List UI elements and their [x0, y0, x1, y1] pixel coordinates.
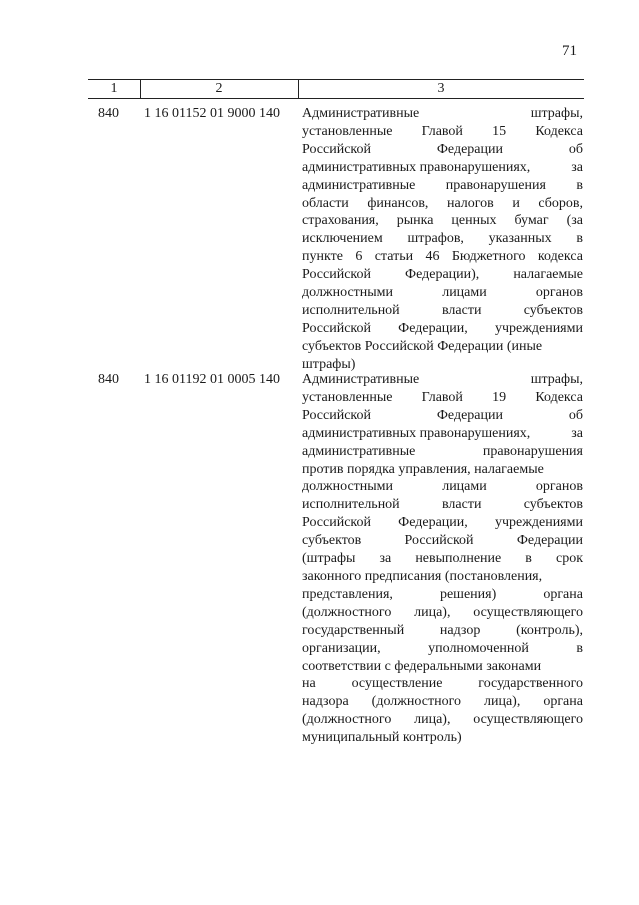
header-col-1: 1	[110, 81, 118, 96]
income-description	[302, 105, 583, 374]
description-line: административные правонарушения в	[302, 177, 583, 193]
description-line: (должностного лица), осуществляющего	[302, 604, 583, 620]
description-line: должностными лицами органов	[302, 285, 583, 301]
description-line: пункте 6 статьи 46 Бюджетного кодекса	[302, 249, 583, 265]
description-line: установленные Главой 19 Кодекса	[302, 389, 583, 405]
header-col-3: 3	[437, 81, 445, 96]
description-line: против порядка управления, налагаемые	[302, 461, 544, 477]
budget-classification-code: 1 16 01192 01 0005 140	[144, 372, 280, 387]
description-line: государственный надзор (контроль),	[302, 622, 583, 638]
description-line: Административные штрафы,	[302, 372, 583, 387]
description-line: Административные штрафы,	[302, 106, 583, 121]
description-line: административные правонарушения	[302, 443, 583, 459]
description-line: муниципальный контроль)	[302, 730, 462, 746]
description-line: субъектов Российской Федерации	[302, 533, 583, 549]
admin-code: 840	[98, 106, 119, 121]
description-line: Российской Федерации об	[302, 141, 583, 157]
description-line: Российской Федерации об	[302, 407, 583, 423]
description-line: организации, уполномоченной в	[302, 640, 583, 656]
description-line: представления, решения) органа	[302, 586, 583, 602]
income-description	[302, 371, 583, 747]
description-line: установленные Главой 15 Кодекса	[302, 123, 583, 139]
description-line: (должностного лица), осуществляющего	[302, 712, 583, 728]
header-col-2: 2	[215, 81, 223, 96]
admin-code: 840	[98, 372, 119, 387]
description-line: законного предписания (постановления,	[302, 568, 543, 584]
description-line: административных правонарушениях, за	[302, 425, 583, 441]
description-line: страхования, рынка ценных бумаг (за	[302, 213, 583, 229]
budget-classification-code: 1 16 01152 01 9000 140	[144, 106, 280, 121]
description-line: Российской Федерации, учреждениями	[302, 320, 583, 336]
description-line: должностными лицами органов	[302, 479, 583, 495]
description-line: соответствии с федеральными законами	[302, 658, 542, 674]
description-line: Российской Федерации), налагаемые	[302, 267, 583, 283]
table-header	[88, 79, 584, 99]
description-line: надзора (должностного лица), органа	[302, 694, 583, 710]
description-line: Российской Федерации, учреждениями	[302, 515, 583, 531]
page-number: 71	[562, 43, 577, 59]
description-line: штрафы)	[302, 356, 356, 372]
description-line: исполнительной власти субъектов	[302, 302, 583, 318]
description-line: области финансов, налогов и сборов,	[302, 195, 583, 211]
description-line: (штрафы за невыполнение в срок	[302, 551, 583, 567]
description-line: исполнительной власти субъектов	[302, 497, 583, 513]
description-line: на осуществление государственного	[302, 676, 583, 692]
description-line: административных правонарушениях, за	[302, 159, 583, 175]
description-line: субъектов Российской Федерации (иные	[302, 338, 543, 354]
description-line: исключением штрафов, указанных в	[302, 231, 583, 247]
